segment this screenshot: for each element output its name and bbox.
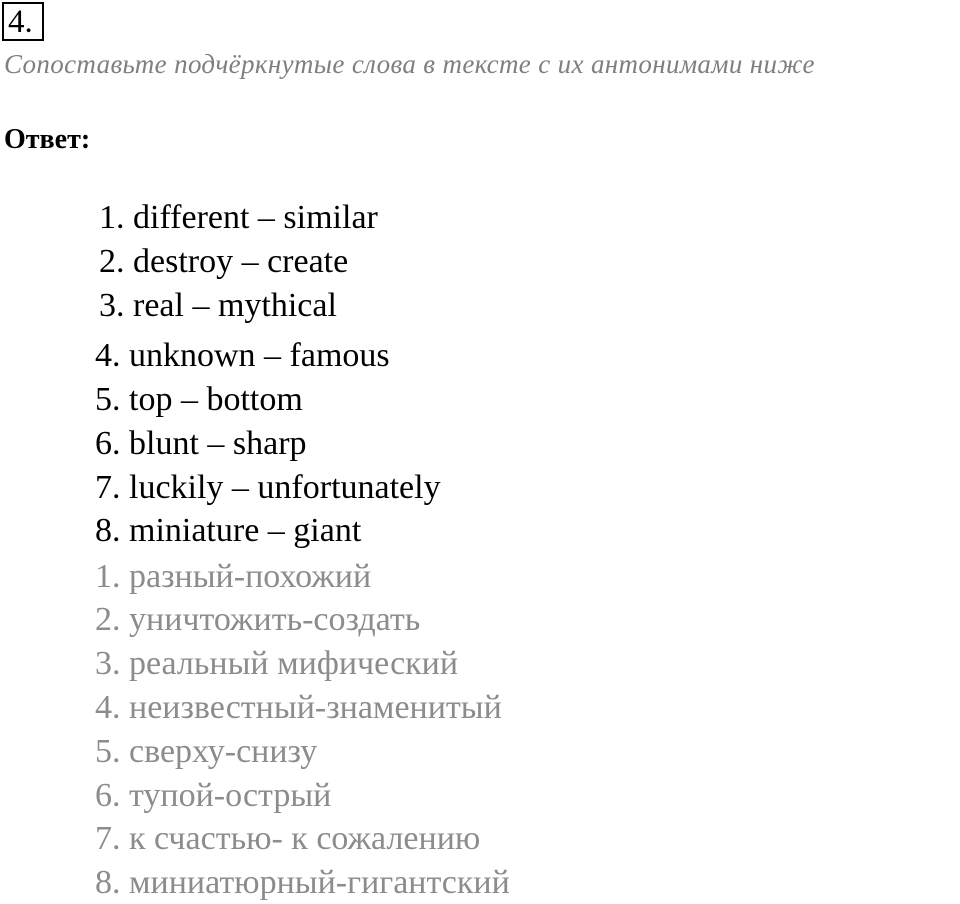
russian-pair-5: 5. сверху-снизу <box>95 733 318 770</box>
english-pair-2: 2. destroy – create <box>99 243 349 280</box>
english-pair-7: 7. luckily – unfortunately <box>95 469 441 506</box>
english-pair-8: 8. miniature – giant <box>95 512 362 549</box>
english-pair-1: 1. different – similar <box>99 199 378 236</box>
russian-pair-3: 3. реальный мифический <box>95 645 459 682</box>
english-pair-4: 4. unknown – famous <box>95 337 390 374</box>
answer-label: Ответ: <box>4 124 91 155</box>
english-pair-6: 6. blunt – sharp <box>95 425 307 462</box>
russian-pair-4: 4. неизвестный-знаменитый <box>95 689 502 726</box>
english-pair-5: 5. top – bottom <box>95 381 303 418</box>
task-instruction: Сопоставьте подчёркнутые слова в тексте с их антонимами ниже <box>4 49 815 79</box>
english-pair-3: 3. real – mythical <box>99 287 337 324</box>
russian-pair-8: 8. миниатюрный-гигантский <box>95 864 510 901</box>
russian-pair-6: 6. тупой-острый <box>95 777 332 814</box>
task-number-box: 4. <box>2 2 44 41</box>
russian-pair-2: 2. уничтожить-создать <box>95 601 421 638</box>
russian-pair-1: 1. разный-похожий <box>95 558 372 595</box>
russian-pair-7: 7. к счастью- к сожалению <box>95 820 481 857</box>
